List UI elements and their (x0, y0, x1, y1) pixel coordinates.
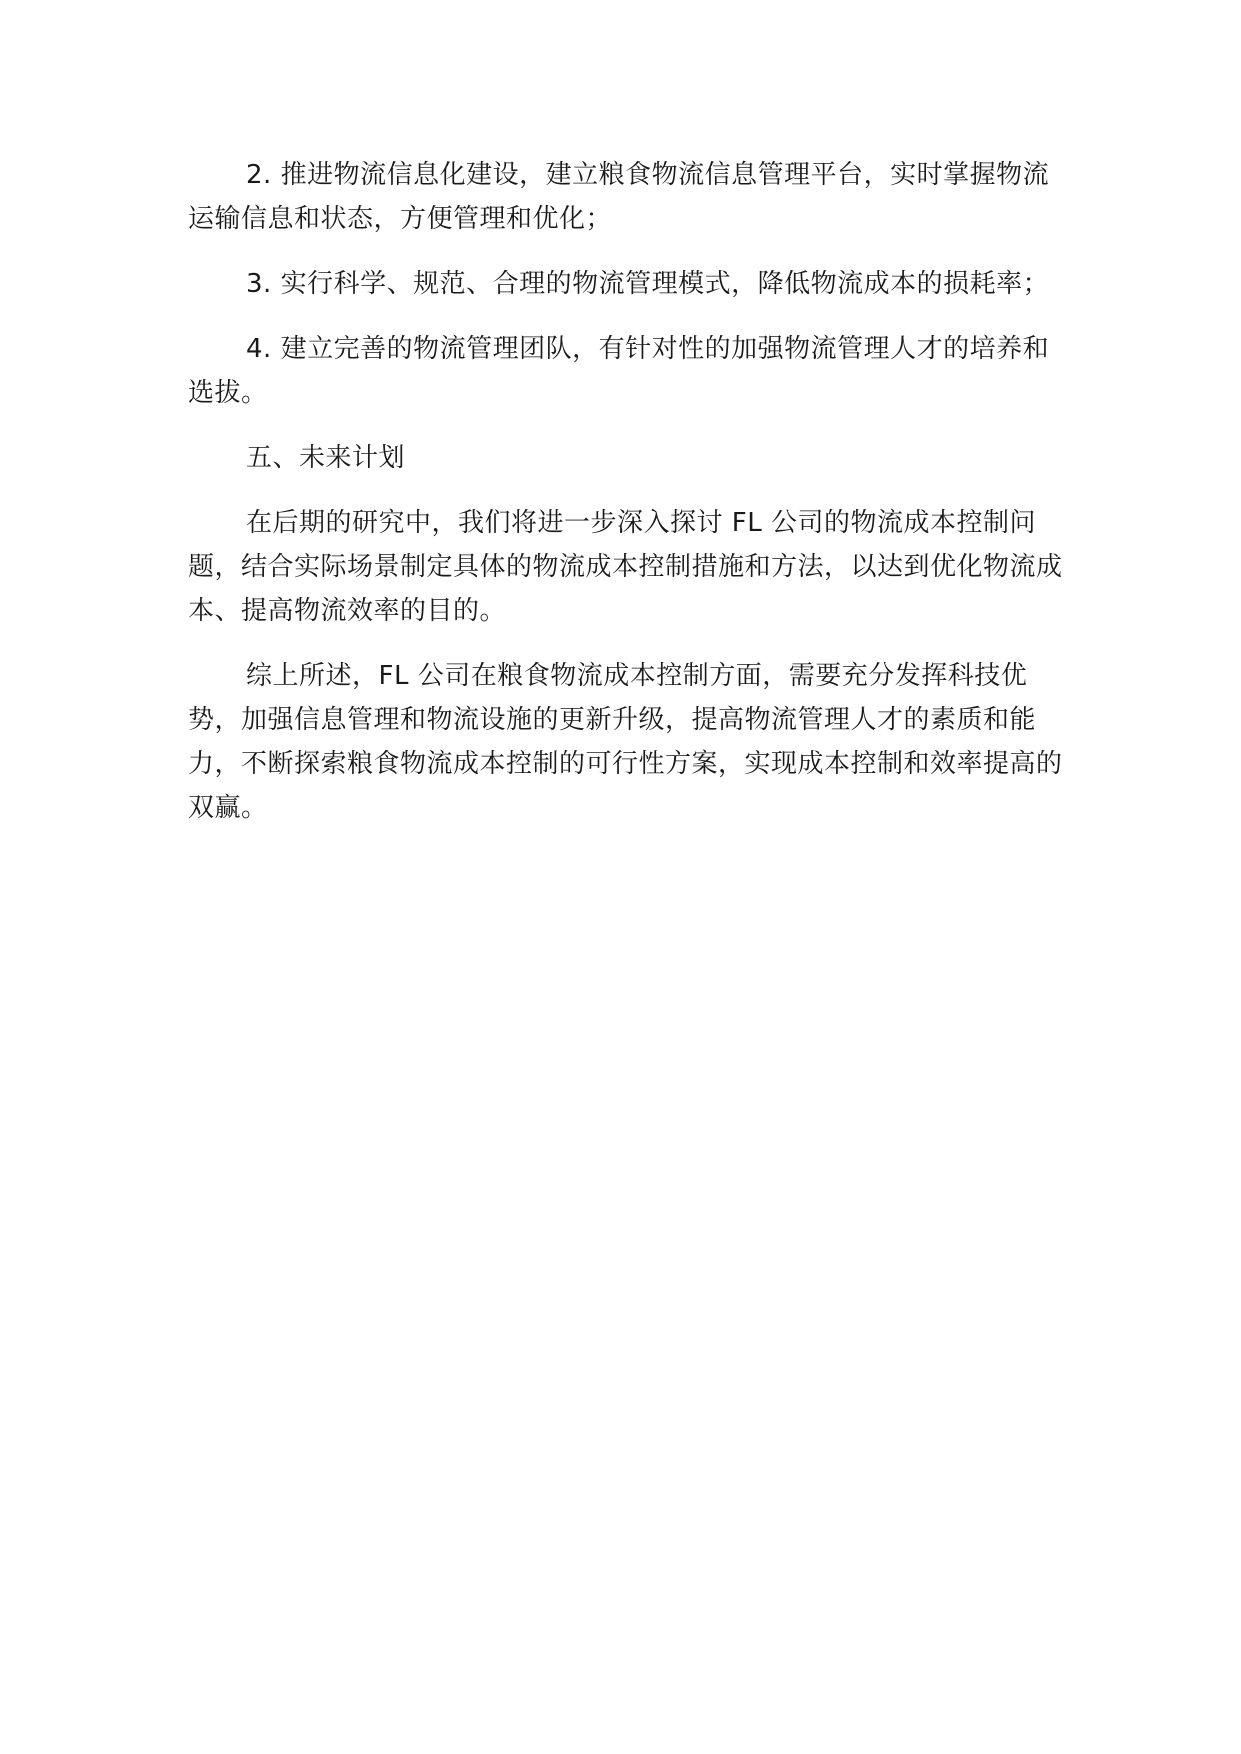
list-item-3: 3. 实行科学、规范、合理的物流管理模式，降低物流成本的损耗率； (246, 269, 1050, 299)
body-paragraph-future-plan: 在后期的研究中，我们将进一步深入探讨 FL 公司的物流成本控制问题，结合实际场景制定具体的物流成本控制措施和方法，以达到优化物流成本、提高物流效率的目的。 (188, 508, 1063, 626)
list-item-2: 2. 推进物流信息化建设，建立粮食物流信息管理平台，实时掌握物流运输信息和状态，方便管理和优化； (188, 160, 1050, 234)
document-body (188, 153, 1068, 851)
section-heading: 五、未来计划 (246, 443, 406, 473)
body-paragraph-conclusion: 综上所述，FL 公司在粮食物流成本控制方面，需要充分发挥科技优势，加强信息管理和物流设施的更新升级，提高物流管理人才的素质和能力，不断探索粮食物流成本控制的可行性方案，实现成本控制和效率提高的双赢。 (188, 661, 1063, 823)
list-item-4: 4. 建立完善的物流管理团队，有针对性的加强物流管理人才的培养和选拔。 (188, 334, 1050, 408)
